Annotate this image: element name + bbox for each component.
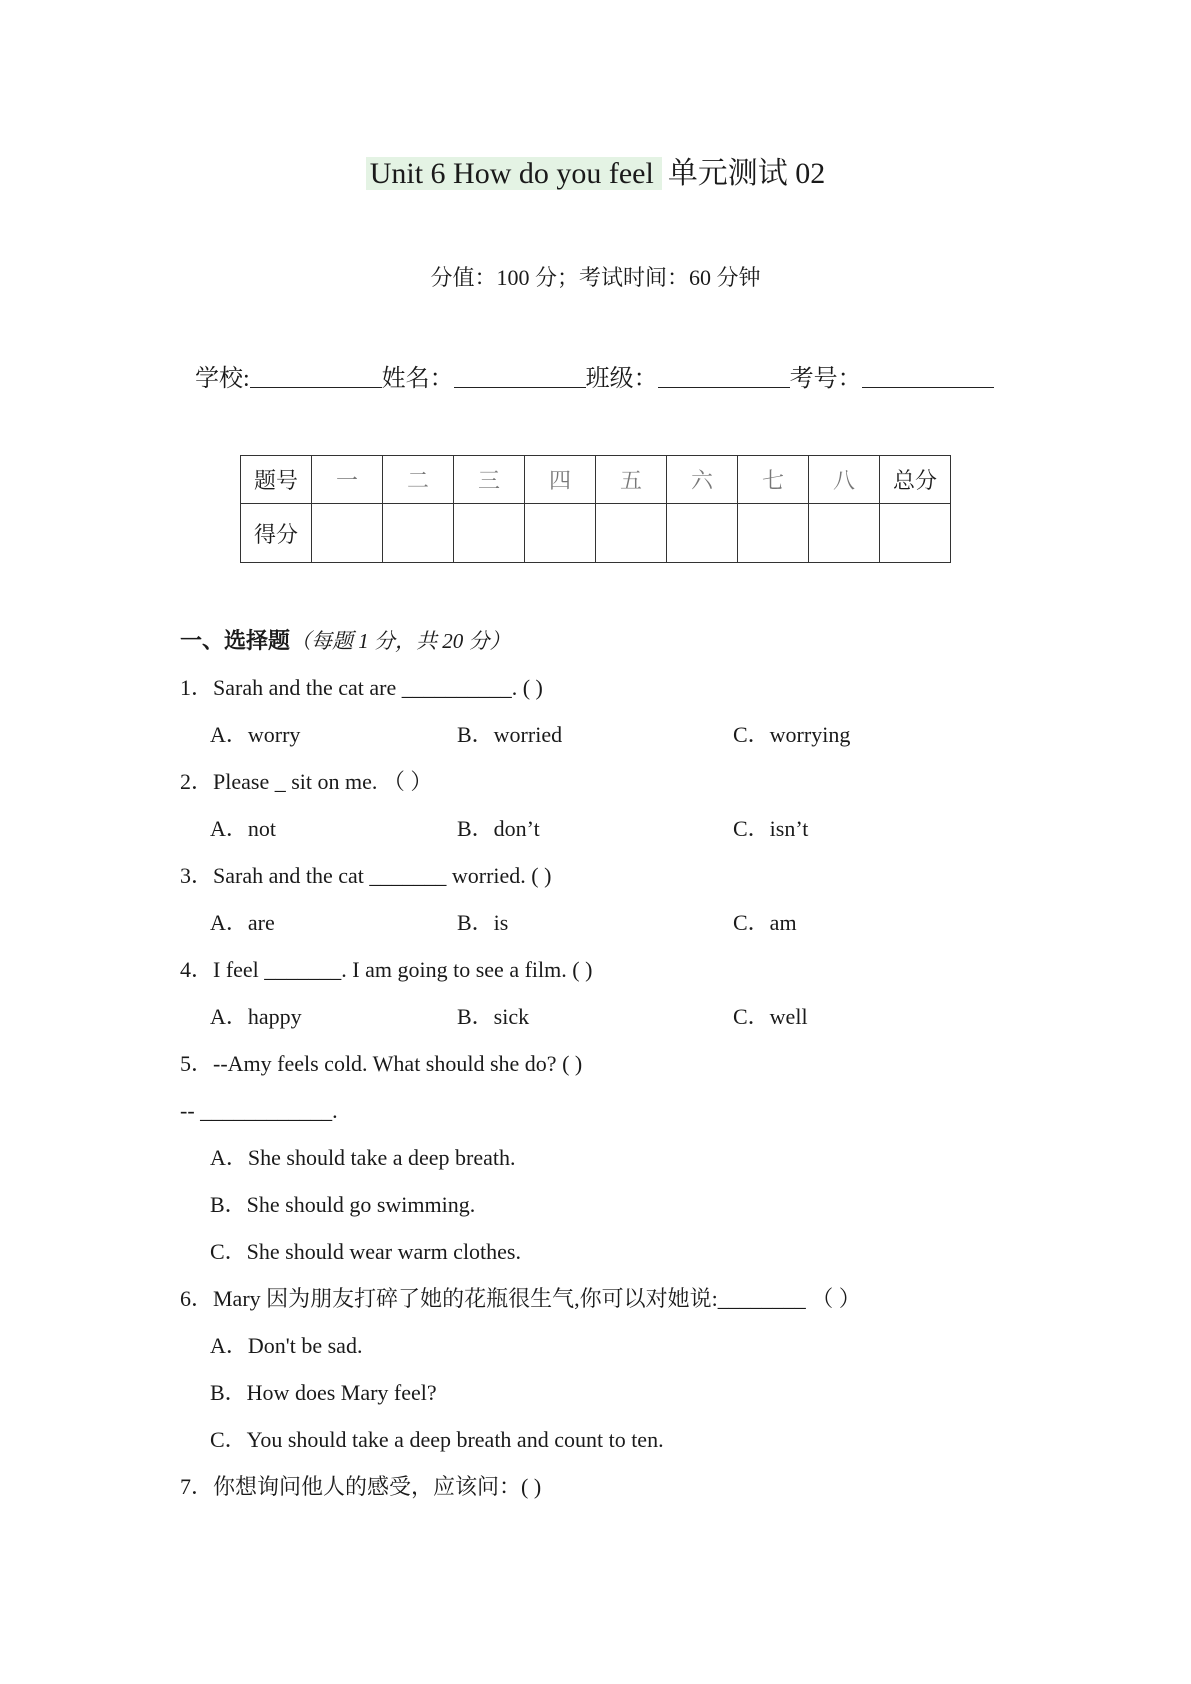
question-stem: 4．I feel _______. I am going to see a film. ( ) [180, 957, 593, 982]
option-a[interactable]: A．Don't be sad. [210, 1333, 363, 1358]
option-a[interactable]: A．She should take a deep breath. [210, 1145, 516, 1170]
score-table-header-row [241, 456, 951, 504]
class-label: 班级： [585, 366, 658, 392]
section-heading [180, 626, 511, 656]
option-b[interactable]: B．don’t [457, 816, 540, 841]
score-time-info: 分值：100 分；考试时间：60 分钟 [430, 265, 761, 290]
exam-no-field[interactable] [862, 363, 994, 388]
exam-no-label: 考号： [789, 366, 862, 392]
option-b[interactable]: B．worried [457, 722, 563, 747]
option-a[interactable]: A．are [210, 910, 275, 935]
question-stem: 2．Please _ sit on me. （ ） [180, 769, 433, 794]
header-cell: 六 [667, 456, 738, 504]
option-c[interactable]: C．She should wear warm clothes. [210, 1239, 521, 1264]
score-cell[interactable] [809, 504, 880, 563]
header-cell: 三 [454, 456, 525, 504]
score-cell[interactable] [312, 504, 383, 563]
option-b[interactable]: B．She should go swimming. [210, 1192, 476, 1217]
section-note: （每题 1 分，共 20 分） [290, 629, 511, 653]
option-c[interactable]: C．worrying [733, 722, 851, 747]
question-stem: 5．--Amy feels cold. What should she do? ( ) [180, 1051, 583, 1076]
option-c[interactable]: C．isn’t [733, 816, 809, 841]
name-label: 姓名： [381, 366, 454, 392]
score-cell[interactable] [454, 504, 525, 563]
title-highlight: Unit 6 How do you feel [366, 157, 662, 190]
header-cell: 五 [596, 456, 667, 504]
header-cell: 总分 [880, 456, 951, 504]
header-cell: 题号 [241, 456, 312, 504]
header-cell: 七 [738, 456, 809, 504]
name-field[interactable] [454, 363, 586, 388]
header-cell: 八 [809, 456, 880, 504]
page-title [0, 153, 1191, 195]
score-cell[interactable] [880, 504, 951, 563]
score-table [240, 455, 951, 563]
score-cell[interactable] [525, 504, 596, 563]
school-field[interactable] [250, 363, 382, 388]
score-cell[interactable] [667, 504, 738, 563]
school-label: 学校: [195, 366, 250, 392]
option-a[interactable]: A．worry [210, 722, 301, 747]
header-cell: 四 [525, 456, 596, 504]
option-a[interactable]: A．happy [210, 1004, 302, 1029]
score-cell[interactable] [738, 504, 809, 563]
question-stem: 7．你想询问他人的感受，应该问：( ) [180, 1474, 542, 1499]
option-c[interactable]: C．am [733, 910, 797, 935]
score-row-label: 得分 [241, 504, 312, 563]
header-cell: 二 [383, 456, 454, 504]
option-b[interactable]: B．sick [457, 1004, 530, 1029]
class-field[interactable] [658, 363, 790, 388]
section-title: 一、选择题 [180, 628, 291, 653]
option-a[interactable]: A．not [210, 816, 277, 841]
student-info-line [195, 363, 994, 395]
option-c[interactable]: C．well [733, 1004, 808, 1029]
option-c[interactable]: C．You should take a deep breath and count to ten. [210, 1427, 664, 1452]
score-cell[interactable] [383, 504, 454, 563]
question-stem: 3．Sarah and the cat _______ worried. ( ) [180, 863, 552, 888]
option-b[interactable]: B．is [457, 910, 509, 935]
header-cell: 一 [312, 456, 383, 504]
score-cell[interactable] [596, 504, 667, 563]
title-suffix: 单元测试 02 [667, 157, 826, 190]
question-stem: 6．Mary 因为朋友打碎了她的花瓶很生气,你可以对她说:________ （ ） [180, 1286, 861, 1311]
answer-line: -- ____________. [180, 1098, 338, 1123]
score-table-score-row [241, 504, 951, 563]
option-b[interactable]: B．How does Mary feel? [210, 1380, 437, 1405]
question-stem: 1．Sarah and the cat are __________. ( ) [180, 675, 543, 700]
